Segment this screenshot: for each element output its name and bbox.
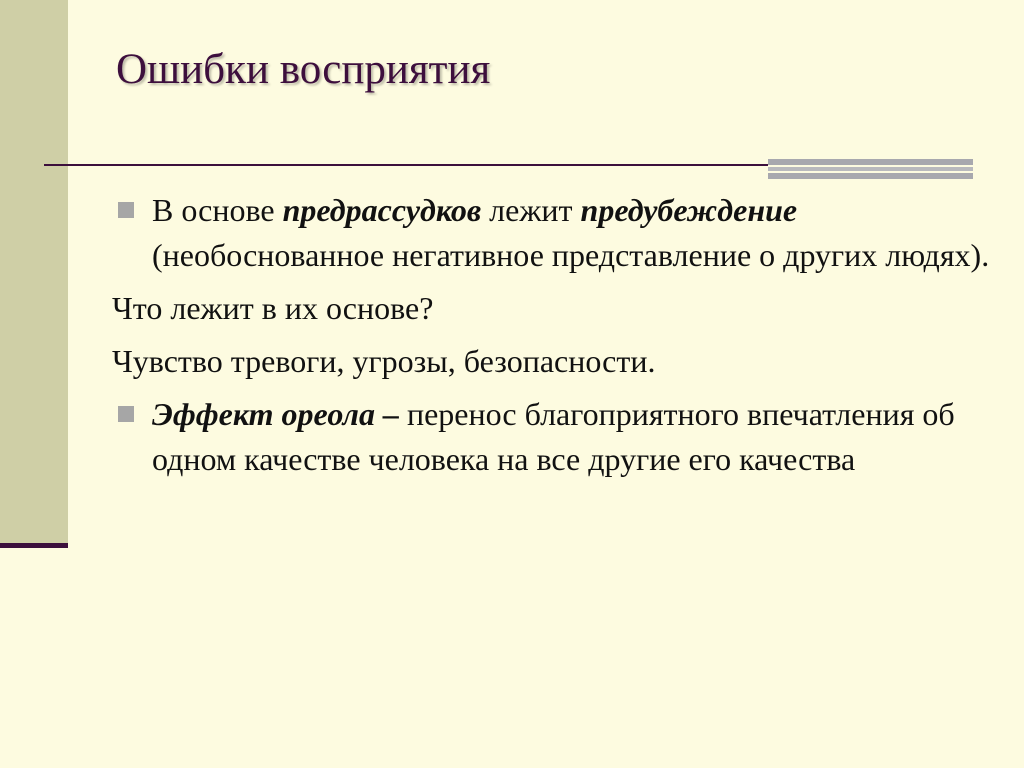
side-accent-rule	[0, 543, 68, 548]
text-run: Что лежит в их основе?	[112, 290, 434, 326]
bullet-halo-effect	[112, 392, 992, 482]
bullet-prejudice	[112, 188, 992, 278]
text-run: перенос благоприятного впечатления об одном качестве человека на все другие его качества	[152, 396, 955, 477]
text-run: Чувство тревоги, угрозы, безопасности.	[112, 343, 656, 379]
answer-line	[112, 339, 992, 384]
emphasis-prejudices: предрассудков	[282, 192, 482, 228]
decorative-stripes	[768, 159, 973, 179]
text-run: (необоснованное негативное представление о других людях).	[152, 237, 990, 273]
side-accent-bar	[0, 0, 68, 545]
text-run: В основе	[152, 192, 283, 228]
slide-title: Ошибки восприятия	[116, 46, 491, 93]
emphasis-halo-effect: Эффект ореола –	[152, 396, 399, 432]
text-run: лежит	[481, 192, 581, 228]
question-line	[112, 286, 992, 331]
emphasis-bias: предубеждение	[580, 192, 798, 228]
square-bullet-icon	[118, 202, 134, 218]
square-bullet-icon	[118, 406, 134, 422]
slide-body	[112, 188, 992, 490]
